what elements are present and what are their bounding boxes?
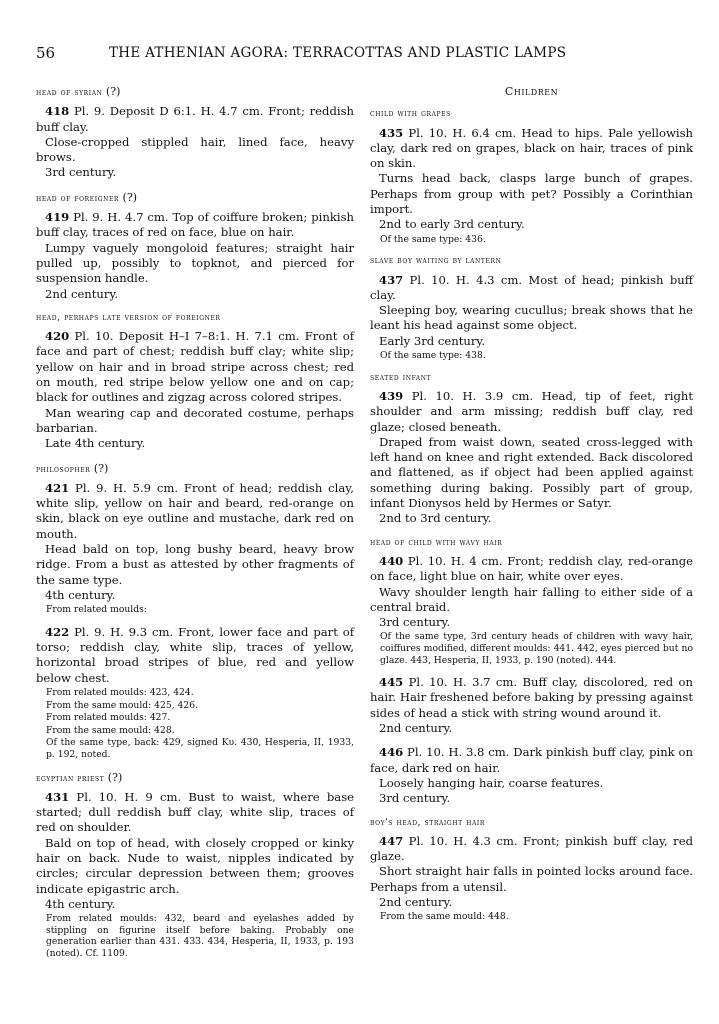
catalogue-number: 422	[45, 624, 70, 639]
entry-paragraph: Head bald on top, long bushy beard, heavy brow ridge. From a bust as attested by other fragments of the same type.	[36, 542, 354, 587]
catalogue-number: 440	[379, 553, 404, 568]
entry-description	[36, 481, 354, 542]
entry-heading-text: child with grapes	[370, 109, 451, 120]
entry-paragraph: Early 3rd century.	[379, 333, 486, 348]
entry-description	[370, 389, 693, 435]
entry-paragraph: Bald on top of head, with closely cropped or kinky hair on back. Nude to waist, nipples indicated by circles; circular depression between them; grooves indicate epigastric arch.	[36, 835, 354, 896]
catalogue-number: 435	[379, 125, 404, 140]
catalogue-entry	[370, 107, 693, 245]
entry-description	[370, 554, 693, 585]
entry-paragraph: 2nd century.	[45, 286, 119, 301]
entry-description	[370, 675, 693, 721]
entry-heading	[36, 770, 354, 787]
entry-heading	[370, 536, 693, 551]
entry-description	[36, 790, 354, 836]
entry-paragraph: Late 4th century.	[45, 436, 146, 451]
description-text: Pl. 10. H. 3.8 cm. Dark pinkish buff clay, pink on face, dark red on hair.	[370, 745, 693, 775]
entry-heading-text: slave boy waiting by lantern	[370, 256, 502, 267]
entry-heading	[36, 84, 354, 101]
description-text: Pl. 10. H. 6.4 cm. Head to hips. Pale yellowish clay, dark red on grapes, black on hair, traces of pink on skin.	[370, 125, 693, 171]
catalogue-number: 431	[45, 789, 70, 804]
catalogue-number: 447	[379, 833, 404, 848]
entry-paragraph: Draped from waist down, seated cross-legged with left hand on knee and right extended. Back discolored and flattened, as if object had been applied against something during baking. Possibly part of group, infant Dionysos held by Hermes or Satyr.	[370, 434, 693, 511]
entry-heading	[36, 190, 354, 207]
related-moulds-note: From the same mould: 428.	[46, 724, 175, 736]
entry-paragraph: 4th century.	[45, 587, 116, 602]
catalogue-entry	[370, 536, 693, 667]
catalogue-entry	[370, 675, 693, 736]
entry-paragraph: Lumpy vaguely mongoloid features; straight hair pulled up, possibly to topknot, and pierced for suspension handle.	[36, 240, 354, 286]
page-number: 56	[36, 44, 56, 62]
running-title: THE ATHENIAN AGORA: TERRACOTTAS AND PLASTIC LAMPS	[109, 45, 567, 61]
entry-heading-text: boy's head, straight hair	[370, 817, 485, 828]
catalogue-entry	[36, 84, 354, 181]
right-entries	[370, 107, 693, 923]
related-moulds-note: Of the same type, back: 429, signed Kυ. 430, Hesperia, II, 1933, p. 192, noted.	[46, 737, 354, 760]
description-text: Pl. 9. Deposit D 6:1. H. 4.7 cm. Front; reddish buff clay.	[36, 104, 354, 134]
description-text: Pl. 10. H. 3.9 cm. Head, tip of feet, right shoulder and arm missing; reddish buff clay, red glaze; closed beneath.	[370, 388, 693, 434]
catalogue-number: 437	[379, 272, 404, 287]
description-text: Pl. 10. H. 9 cm. Bust to waist, where base started; dull reddish buff clay, white slip, traces of red on shoulder.	[36, 789, 354, 835]
entry-heading-query: (?)	[122, 190, 138, 204]
catalogue-entry	[36, 770, 354, 960]
entry-heading-text: head of child with wavy hair	[370, 537, 503, 548]
page-header	[36, 44, 692, 66]
entry-paragraph: 3rd century.	[45, 165, 117, 180]
entry-description	[36, 625, 354, 686]
entry-heading-query: (?)	[105, 85, 121, 98]
entry-heading	[36, 311, 354, 326]
related-moulds-note: From related moulds:	[46, 604, 147, 616]
entry-description	[36, 210, 354, 241]
entry-paragraph: 2nd century.	[379, 721, 453, 736]
related-moulds-note: Of the same type, 3rd century heads of children with wavy hair, coiffures modified, different moulds: 441. 442, eyes pierced but no glaze. 443, Hesperia, II, 1933, p. 190 (noted). 444.	[380, 631, 693, 666]
catalogue-number: 445	[379, 675, 404, 690]
entry-heading-text: head, perhaps late version of foreigner	[36, 312, 221, 323]
catalogue-entry	[370, 816, 693, 923]
entry-paragraph: 2nd to early 3rd century.	[379, 217, 525, 232]
entry-heading	[370, 107, 693, 122]
entry-heading-text: head of syrian	[36, 88, 103, 98]
entry-description	[370, 834, 693, 865]
section-title: Children	[504, 85, 559, 98]
entry-heading-text: seated infant	[370, 372, 432, 383]
description-text: Pl. 9. H. 5.9 cm. Front of head; reddish clay, white slip, yellow on hair and beard, red-orange on skin, black on eye outline and mustache, dark red on mouth.	[36, 480, 354, 541]
related-moulds-note: From related moulds: 427.	[46, 712, 171, 724]
entry-description	[36, 329, 354, 405]
right-column	[370, 84, 693, 932]
description-text: Pl. 10. H. 3.7 cm. Buff clay, discolored, red on hair. Hair freshened before baking by pressing against sides of head a stick with string wound around it.	[370, 675, 693, 720]
entry-description	[370, 745, 693, 776]
catalogue-entry	[36, 311, 354, 452]
catalogue-entry	[36, 625, 354, 761]
catalogue-number: 419	[45, 210, 70, 225]
entry-paragraph: Loosely hanging hair, coarse features.	[379, 775, 604, 790]
catalogue-number: 446	[379, 745, 404, 760]
related-moulds-note: From the same mould: 448.	[380, 911, 509, 923]
entry-paragraph: Sleeping boy, wearing cucullus; break shows that he leant his head against some object.	[370, 303, 693, 333]
catalogue-entry	[370, 745, 693, 806]
catalogue-number: 421	[45, 480, 70, 495]
catalogue-entry	[36, 190, 354, 302]
catalogue-entry	[36, 461, 354, 616]
entry-heading-text: head of foreigner	[36, 193, 120, 204]
entry-description	[370, 273, 693, 304]
entry-heading	[36, 461, 354, 478]
entry-paragraph: 2nd century.	[379, 895, 453, 910]
entry-heading	[370, 254, 693, 269]
related-moulds-note: Of the same type: 438.	[380, 350, 486, 362]
catalogue-entry	[370, 371, 693, 527]
catalogue-number: 418	[45, 104, 70, 119]
entry-paragraph: 4th century.	[45, 896, 116, 911]
entry-paragraph: 3rd century.	[379, 791, 451, 806]
entry-paragraph: Close-cropped stippled hair, lined face, heavy brows.	[36, 134, 354, 165]
entry-paragraph: 2nd to 3rd century.	[379, 511, 492, 526]
entry-description	[370, 126, 693, 172]
entry-description	[36, 104, 354, 135]
entry-paragraph: Wavy shoulder length hair falling to either side of a central braid.	[370, 584, 693, 614]
entry-heading-text: egyptian priest	[36, 773, 105, 784]
related-moulds-note: From the same mould: 425, 426.	[46, 699, 198, 711]
entry-paragraph: Turns head back, clasps large bunch of grapes. Perhaps from group with pet? Possibly a Corinthian import.	[370, 171, 693, 217]
catalogue-entry	[370, 254, 693, 361]
entry-paragraph: Short straight hair falls in pointed locks around face. Perhaps from a utensil.	[370, 864, 693, 894]
description-text: Pl. 10. H. 4 cm. Front; reddish clay, red-orange on face, light blue on hair, white over eyes.	[370, 553, 693, 584]
description-text: Pl. 9. H. 4.7 cm. Top of coiffure broken; pinkish buff clay, traces of red on face, blue on hair.	[36, 210, 354, 240]
entry-heading	[370, 371, 693, 386]
entry-heading	[370, 816, 693, 831]
left-column	[36, 84, 354, 969]
entry-heading-query: (?)	[107, 770, 123, 784]
catalogue-number: 439	[379, 388, 404, 403]
description-text: Pl. 9. H. 9.3 cm. Front, lower face and part of torso; reddish clay, white slip, traces of yellow, horizontal broad stripes of blue, red and yellow below chest.	[36, 624, 354, 685]
entry-heading-text: philosopher	[36, 464, 91, 475]
description-text: Pl. 10. H. 4.3 cm. Most of head; pinkish buff clay.	[370, 272, 693, 302]
related-moulds-note: From related moulds: 423, 424.	[46, 686, 194, 698]
related-moulds-note: Of the same type: 436.	[380, 233, 486, 245]
related-moulds-note: From related moulds: 432, beard and eyelashes added by stippling on figurine itself before baking. Probably one generation earlier than 431. 433. 434, Hesperia, II, 1933, p. 193 (noted). Cf. 1109.	[46, 913, 354, 959]
entry-paragraph: Man wearing cap and decorated costume, perhaps barbarian.	[36, 405, 354, 435]
description-text: Pl. 10. H. 4.3 cm. Front; pinkish buff clay, red glaze.	[370, 833, 693, 864]
entry-paragraph: 3rd century.	[379, 615, 451, 630]
catalogue-number: 420	[45, 329, 70, 344]
description-text: Pl. 10. Deposit H–I 7–8:1. H. 7.1 cm. Front of face and part of chest; reddish buff clay; white slip; yellow on hair and in broad stripe across chest; red on mouth, red stripe below yellow one and on cap; black for outlines and zigzag across colored stripes.	[36, 329, 354, 405]
entry-heading-query: (?)	[93, 461, 109, 475]
